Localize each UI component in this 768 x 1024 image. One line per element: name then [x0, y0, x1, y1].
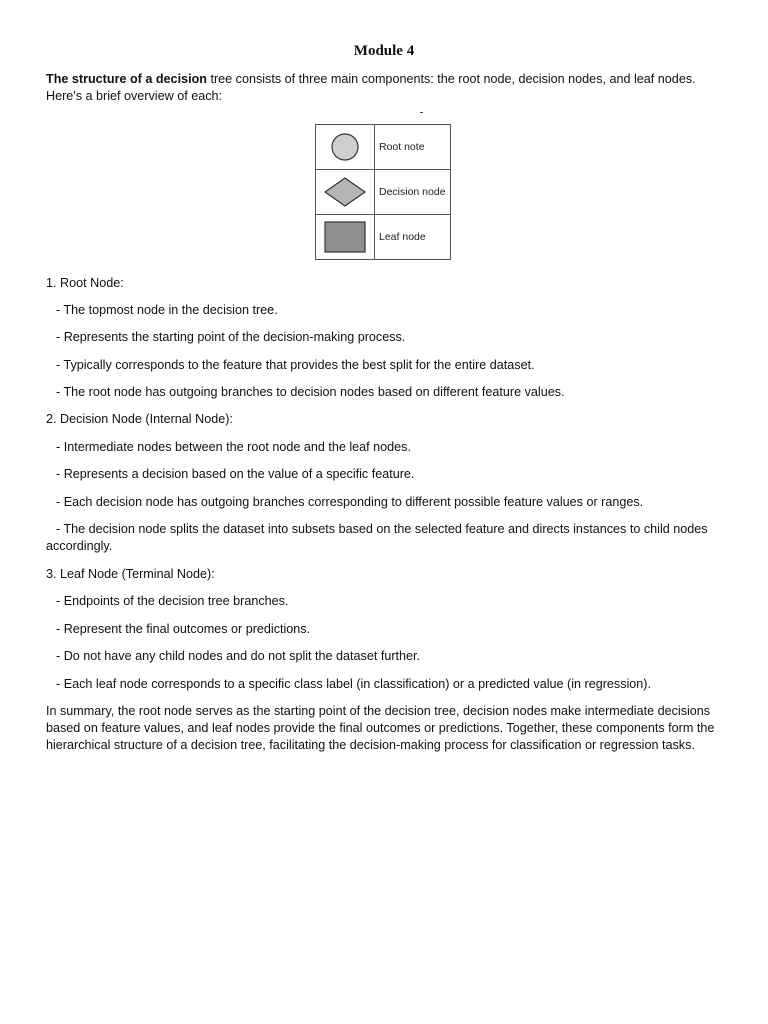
list-item: - Intermediate nodes between the root node and the leaf nodes. — [56, 440, 411, 454]
intro-bold-text: The structure of a decision — [46, 72, 207, 86]
legend-symbol-cell — [316, 215, 375, 260]
list-item: - Represents a decision based on the value of a specific feature. — [56, 467, 415, 481]
page-title: Module 4 — [353, 43, 415, 59]
legend-label-leaf: Leaf node — [375, 215, 451, 260]
legend-row-root — [316, 125, 451, 170]
list-item: - The topmost node in the decision tree. — [56, 303, 278, 317]
legend-symbol-cell — [316, 125, 375, 170]
list-item: - Do not have any child nodes and do not split the dataset further. — [56, 649, 421, 663]
legend-label-root: Root note — [375, 125, 451, 170]
legend-label-decision: Decision node — [375, 170, 451, 215]
section-heading-decision: 2. Decision Node (Internal Node): — [46, 412, 233, 426]
stray-mark — [420, 112, 423, 113]
diamond-icon — [323, 176, 367, 208]
section-heading-leaf: 3. Leaf Node (Terminal Node): — [46, 567, 215, 581]
list-item: - Typically corresponds to the feature that provides the best split for the entire dataset. — [56, 358, 535, 372]
list-item: - Each leaf node corresponds to a specific class label (in classification) or a predicted value (in regression). — [56, 677, 651, 691]
intro-text: tree consists of three main components: the root node, decision nodes, and leaf nodes. Here's a brief overview of each: — [46, 72, 696, 103]
list-item: - The decision node splits the dataset into subsets based on the selected feature and directs instances to child nodes accordingly. — [46, 522, 708, 553]
legend-symbol-cell — [316, 170, 375, 215]
list-item: - Endpoints of the decision tree branches. — [56, 594, 289, 608]
list-item: - Each decision node has outgoing branches corresponding to different possible feature values or ranges. — [56, 495, 644, 509]
section-heading-root: 1. Root Node: — [46, 276, 124, 290]
node-legend-table — [315, 124, 451, 260]
legend-row-decision — [316, 170, 451, 215]
list-item: - Represents the starting point of the decision-making process. — [56, 330, 406, 344]
circle-icon — [330, 132, 360, 162]
list-item: - Represent the final outcomes or predictions. — [56, 622, 311, 636]
intro-paragraph — [46, 71, 716, 105]
square-icon — [324, 221, 366, 253]
summary-paragraph: In summary, the root node serves as the starting point of the decision tree, decision nodes make intermediate decisions based on feature values, and leaf nodes provide the final outcomes or predictions. Together, these components form the hierarchical structure of a decision tree, facilitating the decision-making process for classification or regression tasks. — [46, 704, 715, 752]
list-item: - The root node has outgoing branches to decision nodes based on different feature values. — [56, 385, 565, 399]
legend-row-leaf — [316, 215, 451, 260]
